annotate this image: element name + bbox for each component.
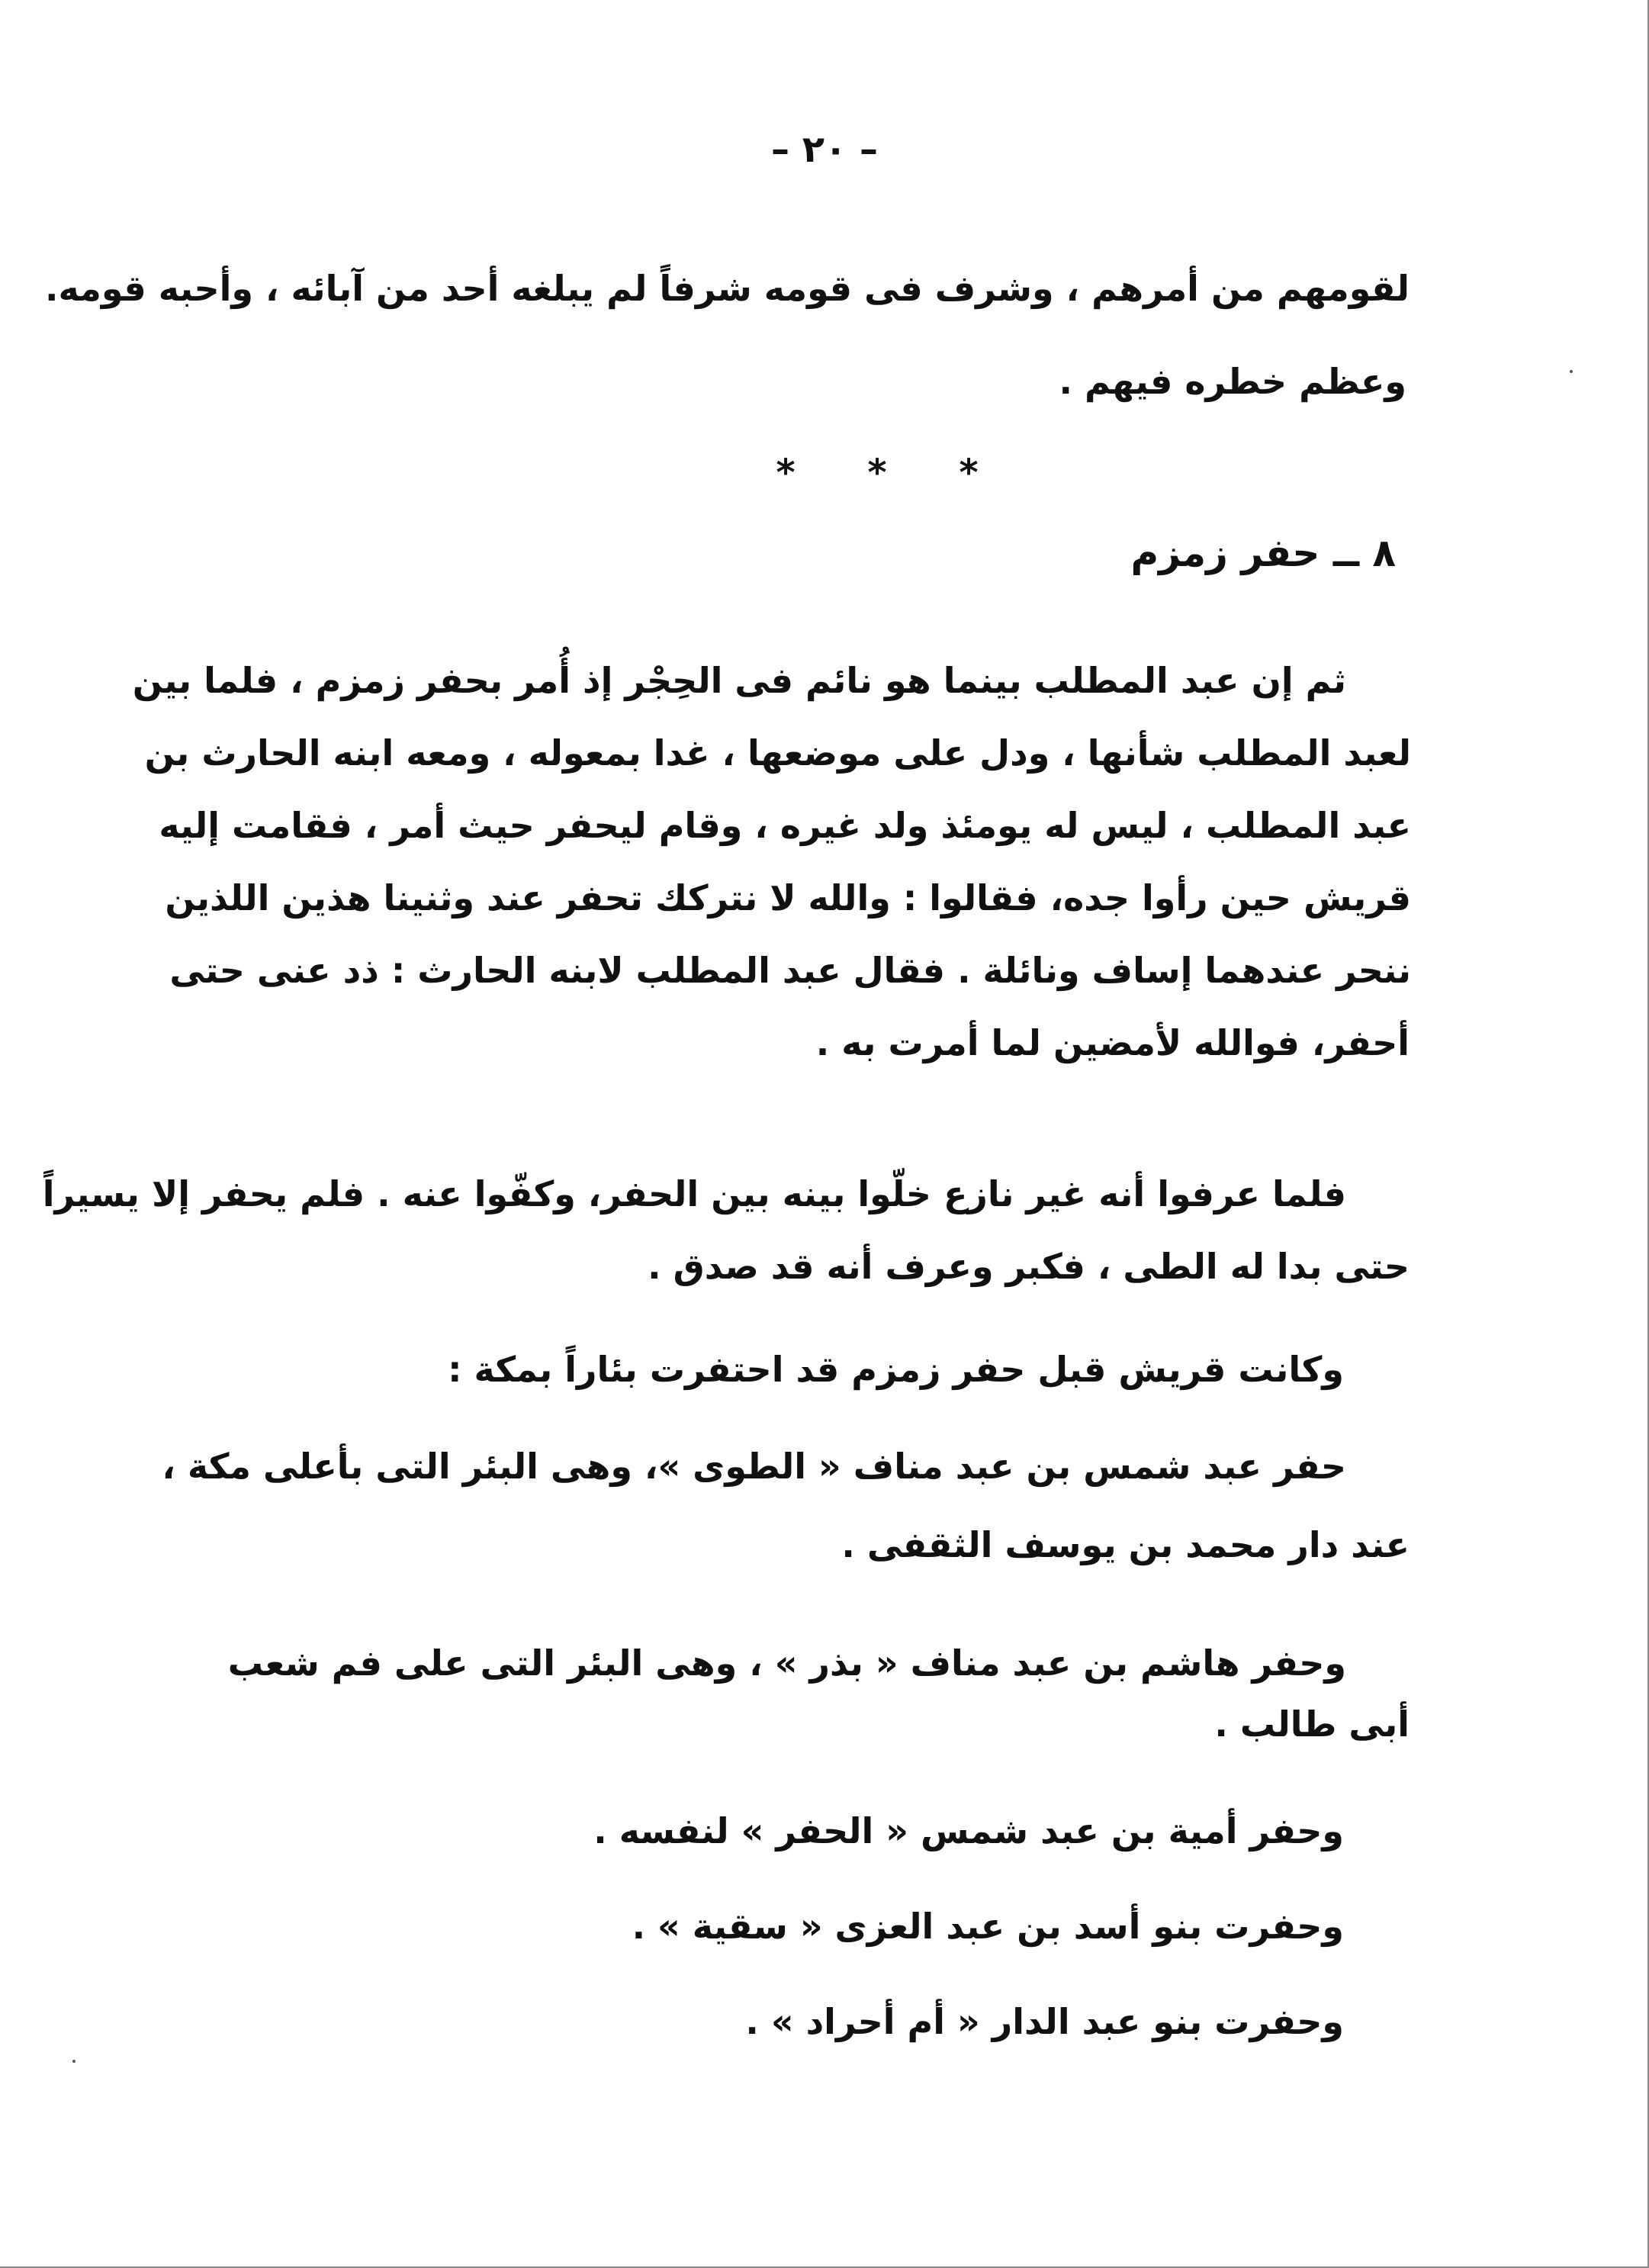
paragraph-1-line: ننحر عندهما إساف ونائلة . فقال عبد المطلب لابنه الحارث : ذد عنى حتى — [169, 950, 1411, 991]
list-line: وحفرت بنو أسد بن عبد العزى « سقية » . — [632, 1906, 1344, 1947]
paragraph-4-line: حفر عبد شمس بن عبد مناف « الطوى »، وهى البئر التى بأعلى مكة ، — [162, 1446, 1346, 1487]
separator-star: * — [776, 452, 796, 494]
paragraph-1-line: قريش حين رأوا جده، فقالوا : والله لا نتركك تحفر عند وثنينا هذين اللذين — [165, 877, 1411, 918]
paragraph-5-line: أبى طالب . — [1214, 1703, 1410, 1745]
list-line: وحفر أمية بن عبد شمس « الحفر » لنفسه . — [593, 1810, 1344, 1851]
paragraph-1-line: عبد المطلب ، ليس له يومئذ ولد غيره ، وقام ليحفر حيث أمر ، فقامت إليه — [159, 805, 1411, 846]
scan-speck — [1570, 370, 1573, 373]
paragraph-4-line: عند دار محمد بن يوسف الثقفى . — [841, 1524, 1410, 1565]
intro-line-2: وعظم خطره فيهم . — [1059, 361, 1406, 402]
section-separator — [770, 452, 984, 494]
paragraph-1-line: ثم إن عبد المطلب بينما هو نائم فى الحِجْر إذ أُمر بحفر زمزم ، فلما بين — [132, 660, 1346, 701]
page-number: – ٢٠ – — [770, 128, 879, 171]
intro-line-1: لقومهم من أمرهم ، وشرف فى قومه شرفاً لم يبلغه أحد من آبائه ، وأحبه قومه. — [44, 268, 1410, 309]
paragraph-5-line: وحفر هاشم بن عبد مناف « بذر » ، وهى البئر التى على فم شعب — [227, 1642, 1346, 1684]
separator-star: * — [867, 452, 887, 494]
paragraph-2-line: فلما عرفوا أنه غير نازع خلّوا بينه بين الحفر، وكفّوا عنه . فلم يحفر إلا يسيراً — [42, 1173, 1346, 1214]
section-heading: ٨ ــ حفر زمزم — [1130, 531, 1396, 575]
paragraph-2-line: حتى بدا له الطى ، فكبر وعرف أنه قد صدق . — [648, 1246, 1410, 1287]
separator-star: * — [959, 452, 979, 494]
paragraph-3: وكانت قريش قبل حفر زمزم قد احتفرت بئاراً بمكة : — [448, 1349, 1344, 1390]
paragraph-1-line: أحفر، فوالله لأمضين لما أمرت به . — [815, 1022, 1410, 1063]
paragraph-1-line: لعبد المطلب شأنها ، ودل على موضعها ، غدا بمعوله ، ومعه ابنه الحارث بن — [144, 732, 1411, 774]
scan-speck — [72, 2060, 76, 2063]
list-line: وحفرت بنو عبد الدار « أم أحراد » . — [745, 2001, 1344, 2042]
